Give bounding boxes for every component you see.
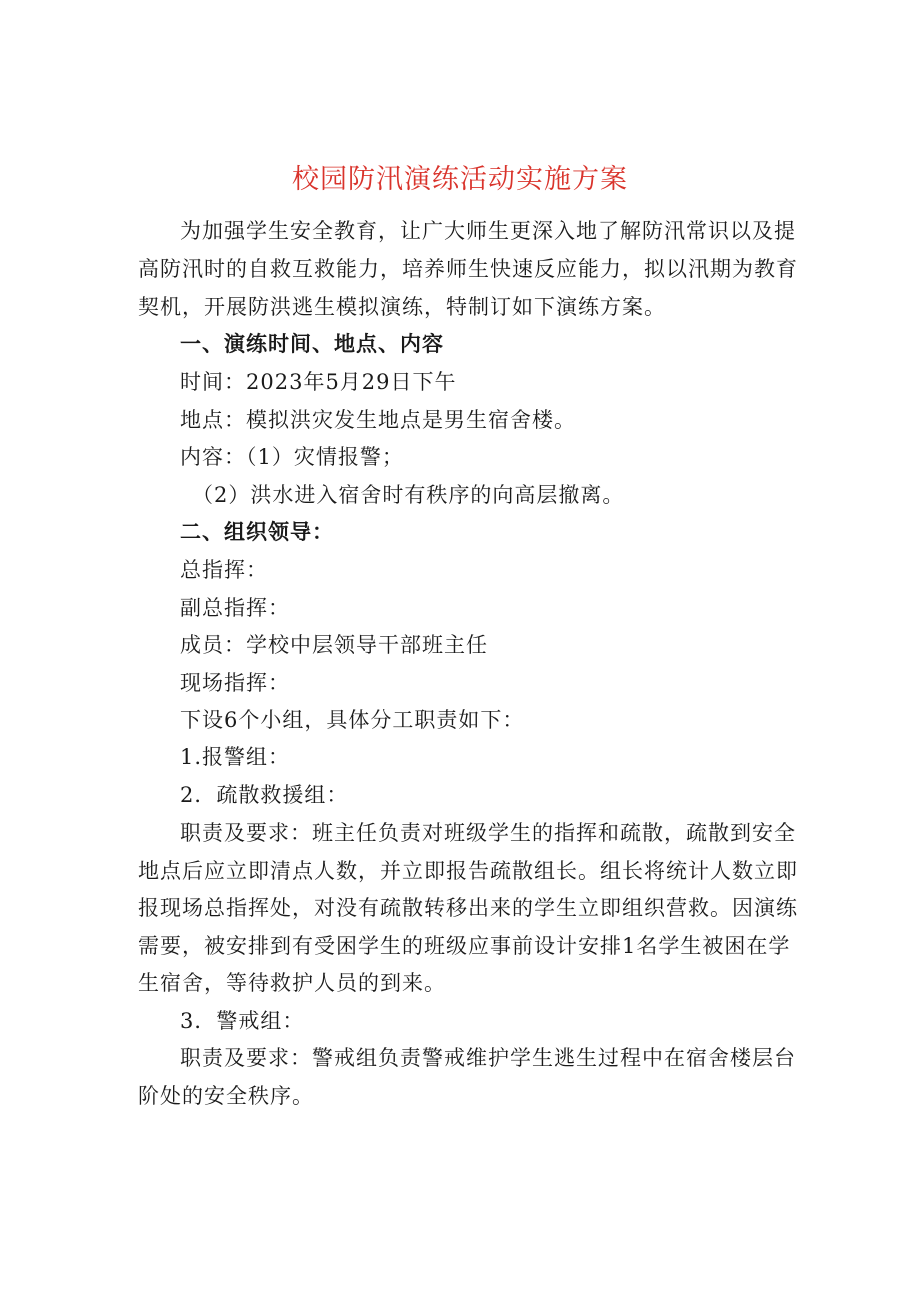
group3-duty-line-1: 职责及要求：警戒组负责警戒维护学生逃生过程中在宿舍楼层台 — [180, 1046, 796, 1070]
intro-line-1: 为加强学生安全教育，让广大师生更深入地了解防汛常识以及提 — [180, 219, 796, 243]
intro-line-2: 高防汛时的自救互救能力，培养师生快速反应能力，拟以汛期为教育 — [138, 257, 798, 281]
commander: 总指挥： — [180, 558, 268, 582]
field-commander: 现场指挥： — [180, 671, 290, 695]
group2-duty-line-5: 生宿舍，等待救护人员的到来。 — [138, 971, 446, 995]
group2-duty-line-2: 地点后应立即清点人数，并立即报告疏散组长。组长将统计人数立即 — [138, 859, 798, 883]
drill-content-2: （2）洪水进入宿舍时有秩序的向高层撤离。 — [192, 483, 625, 507]
drill-content-1: 内容：（1）灾情报警； — [180, 445, 404, 469]
drill-place: 地点：模拟洪灾发生地点是男生宿舍楼。 — [180, 408, 576, 432]
group3-duty-line-2: 阶处的安全秩序。 — [138, 1084, 314, 1108]
group2-heading: 2．疏散救援组： — [180, 783, 349, 807]
group2-duty-line-1: 职责及要求：班主任负责对班级学生的指挥和疏散，疏散到安全 — [180, 821, 796, 845]
groups-intro: 下设6个小组，具体分工职责如下： — [180, 708, 525, 732]
group2-duty-line-3: 报现场总指挥处，对没有疏散转移出来的学生立即组织营救。因演练 — [138, 896, 798, 920]
section1-heading: 一、演练时间、地点、内容 — [180, 331, 444, 356]
section2-heading: 二、组织领导： — [180, 519, 334, 544]
intro-line-3: 契机，开展防洪逃生模拟演练，特制订如下演练方案。 — [138, 295, 666, 319]
vice-commander: 副总指挥： — [180, 596, 290, 620]
members: 成员：学校中层领导干部班主任 — [180, 633, 488, 657]
group3-heading: 3．警戒组： — [180, 1009, 305, 1033]
group2-duty-line-4: 需要，被安排到有受困学生的班级应事前设计安排1名学生被困在学 — [138, 934, 791, 958]
drill-time: 时间：2023年5月29日下午 — [180, 370, 457, 394]
document-title: 校园防汛演练活动实施方案 — [292, 164, 628, 195]
group1-heading: 1.报警组： — [180, 745, 291, 769]
